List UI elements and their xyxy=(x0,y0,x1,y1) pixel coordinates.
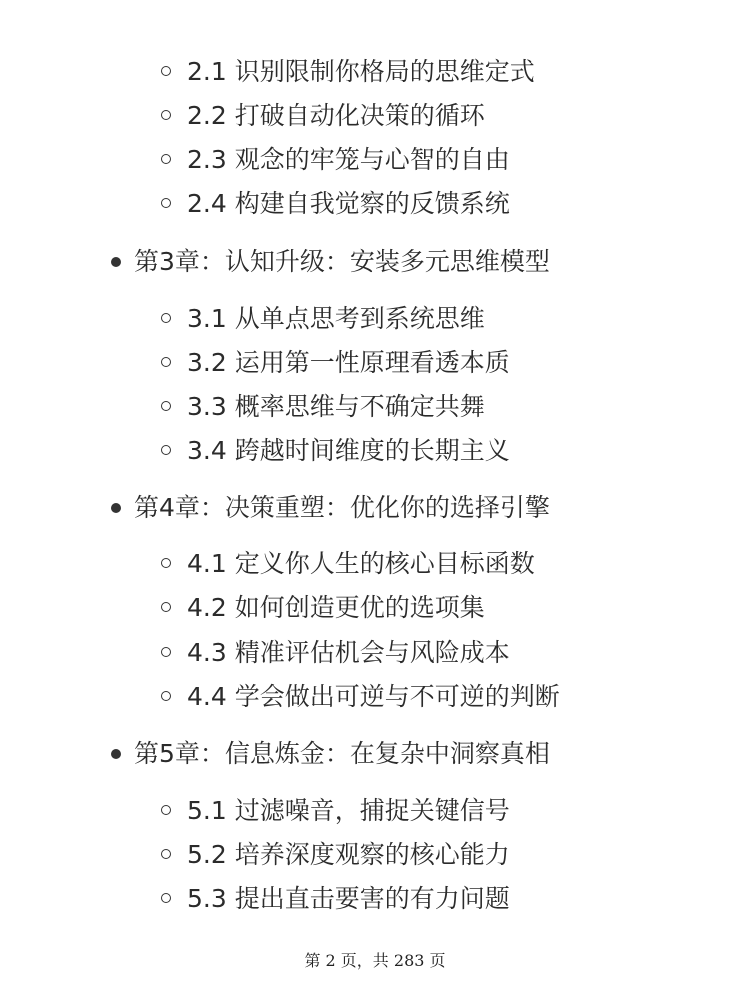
hollow-bullet-icon xyxy=(161,691,171,701)
hollow-bullet-icon xyxy=(161,357,171,367)
chapter-title: 第3章：认知升级：安装多元思维模型 xyxy=(134,247,550,276)
hollow-bullet-icon xyxy=(161,893,171,903)
hollow-bullet-icon xyxy=(161,110,171,120)
section-title: 4.4 学会做出可逆与不可逆的判断 xyxy=(187,682,560,711)
section-title: 4.1 定义你人生的核心目标函数 xyxy=(187,549,535,578)
chapter-title: 第4章：决策重塑：优化你的选择引擎 xyxy=(134,493,550,522)
hollow-bullet-icon xyxy=(161,401,171,411)
hollow-bullet-icon xyxy=(161,647,171,657)
hollow-bullet-icon xyxy=(161,602,171,612)
section-title: 3.1 从单点思考到系统思维 xyxy=(187,304,485,333)
hollow-bullet-icon xyxy=(161,66,171,76)
section-title: 3.3 概率思维与不确定共舞 xyxy=(187,392,485,421)
page-number-footer: 第 2 页，共 283 页 xyxy=(304,951,446,970)
section-title: 4.3 精准评估机会与风险成本 xyxy=(187,638,510,667)
hollow-bullet-icon xyxy=(161,849,171,859)
chapter-title: 第5章：信息炼金：在复杂中洞察真相 xyxy=(134,739,550,768)
section-title: 3.4 跨越时间维度的长期主义 xyxy=(187,436,510,465)
section-title: 2.1 识别限制你格局的思维定式 xyxy=(187,57,535,86)
section-title: 3.2 运用第一性原理看透本质 xyxy=(187,348,510,377)
hollow-bullet-icon xyxy=(161,313,171,323)
hollow-bullet-icon xyxy=(161,154,171,164)
filled-bullet-icon xyxy=(111,749,121,759)
section-title: 5.3 提出直击要害的有力问题 xyxy=(187,884,510,913)
hollow-bullet-icon xyxy=(161,445,171,455)
hollow-bullet-icon xyxy=(161,198,171,208)
filled-bullet-icon xyxy=(111,257,121,267)
filled-bullet-icon xyxy=(111,503,121,513)
section-title: 5.1 过滤噪音，捕捉关键信号 xyxy=(187,796,510,825)
section-title: 4.2 如何创造更优的选项集 xyxy=(187,593,485,622)
section-title: 5.2 培养深度观察的核心能力 xyxy=(187,840,510,869)
section-title: 2.3 观念的牢笼与心智的自由 xyxy=(187,145,510,174)
hollow-bullet-icon xyxy=(161,805,171,815)
section-title: 2.2 打破自动化决策的循环 xyxy=(187,101,485,130)
section-title: 2.4 构建自我觉察的反馈系统 xyxy=(187,189,510,218)
hollow-bullet-icon xyxy=(161,558,171,568)
